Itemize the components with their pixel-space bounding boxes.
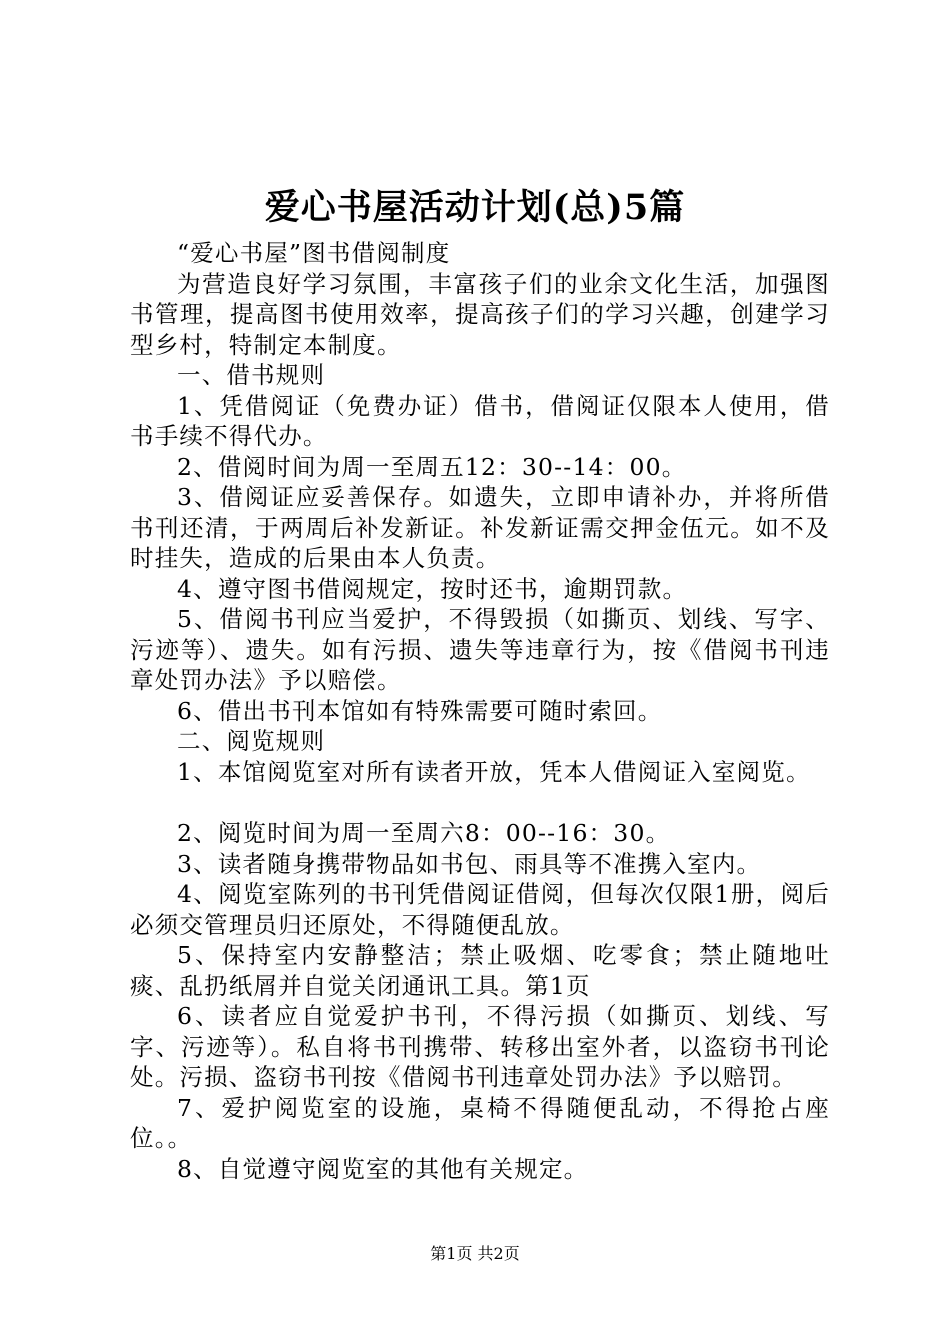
paragraph-borrow-rule-6: 6、借出书刊本馆如有特殊需要可随时索回。 <box>177 696 663 725</box>
page-footer: 第1页 共2页 <box>430 1244 520 1263</box>
paragraph-reading-rule-5: 5、保持室内安静整洁；禁止吸烟、吃零食；禁止随地吐痰、乱扔纸屑并自觉关闭通讯工具。第1页 <box>130 941 830 1000</box>
paragraph-subtitle: “爱心书屋”图书借阅制度 <box>177 239 451 267</box>
paragraph-reading-rule-1: 1、本馆阅览室对所有读者开放，凭本人借阅证入室阅览。 <box>177 757 811 786</box>
paragraph-reading-rule-3: 3、读者随身携带物品如书包、雨具等不准携入室内。 <box>177 849 762 878</box>
paragraph-borrow-rule-2: 2、借阅时间为周一至周五12：30--14：00。 <box>177 452 687 481</box>
document-body <box>130 238 830 1184</box>
paragraph-reading-rule-8: 8、自觉遵守阅览室的其他有关规定。 <box>177 1154 589 1183</box>
paragraph-reading-rule-2: 2、阅览时间为周一至周六8：00--16：30。 <box>177 819 671 847</box>
section-heading-borrow: 一、借书规则 <box>177 361 326 389</box>
paragraph-borrow-rule-5: 5、借阅书刊应当爱护，不得毁损（如撕页、划线、写字、污迹等）、遗失。如有污损、遗失等违章行为，按《借阅书刊违章处罚办法》予以赔偿。 <box>130 605 830 694</box>
paragraph-borrow-rule-4: 4、遵守图书借阅规定，按时还书，逾期罚款。 <box>177 574 688 603</box>
paragraph-borrow-rule-3: 3、借阅证应妥善保存。如遗失，立即申请补办，并将所借书刊还清，于两周后补发新证。补发新证需交押金伍元。如不及时挂失，造成的后果由本人负责。 <box>130 483 830 572</box>
paragraph-reading-rule-4: 4、阅览室陈列的书刊凭借阅证借阅，但每次仅限1册，阅后必须交管理员归还原处，不得随便乱放。 <box>130 880 830 939</box>
paragraph-reading-rule-6: 6、读者应自觉爱护书刊，不得污损（如撕页、划线、写字、污迹等）。私自将书刊携带、转移出室外者，以盗窃书刊论处。污损、盗窃书刊按《借阅书刊违章处罚办法》予以赔罚。 <box>130 1002 830 1091</box>
document-title: 爱心书屋活动计划(总)5篇 <box>264 187 686 228</box>
paragraph-intro: 为营造良好学习氛围，丰富孩子们的业余文化生活，加强图书管理，提高图书使用效率，提高孩子们的学习兴趣，创建学习型乡村，特制定本制度。 <box>130 269 830 359</box>
paragraph-reading-rule-7: 7、爱护阅览室的设施，桌椅不得随便乱动，不得抢占座位。。 <box>130 1093 830 1152</box>
paragraph-borrow-rule-1: 1、凭借阅证（免费办证）借书，借阅证仅限本人使用，借书手续不得代办。 <box>130 391 830 450</box>
section-heading-reading: 二、阅览规则 <box>177 727 326 755</box>
